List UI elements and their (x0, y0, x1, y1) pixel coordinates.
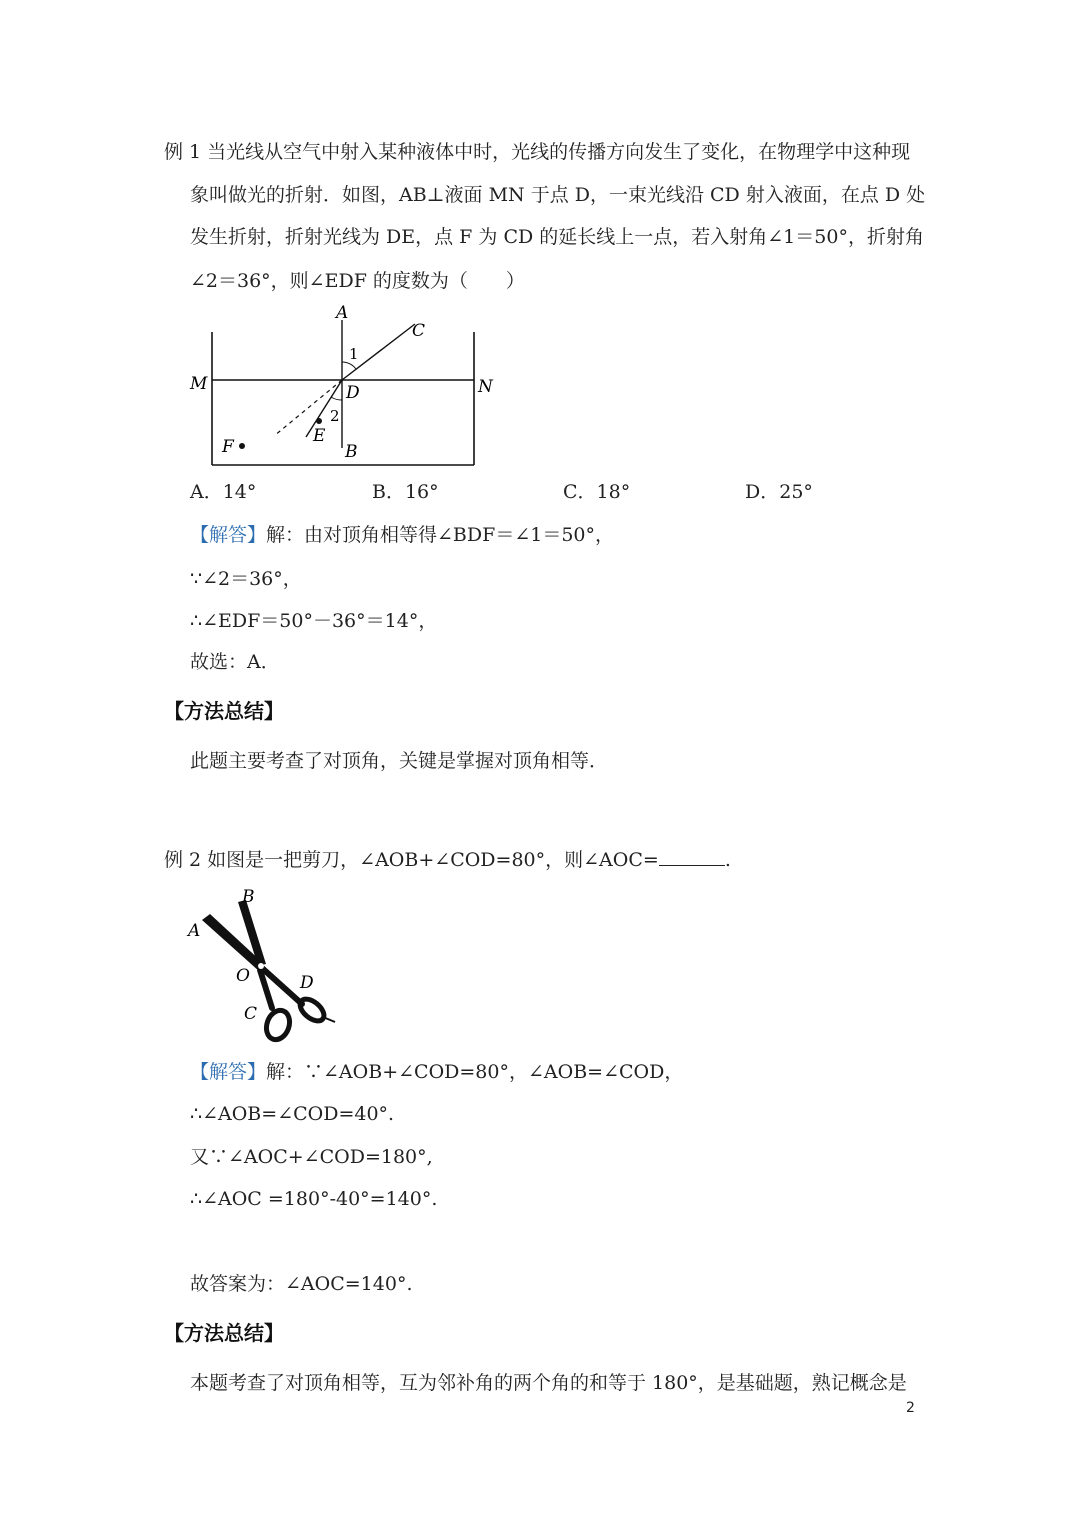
ex1-question-line-3: 发生折射，折射光线为 DE，点 F 为 CD 的延长线上一点，若入射角∠1＝50°，折射角 (190, 226, 924, 248)
label-D: D (300, 973, 314, 993)
ex2-question-prefix: 例 2 如图是一把剪刀，∠AOB+∠COD=80°，则∠AOC= (164, 849, 659, 871)
answer-blank (659, 847, 725, 866)
ex1-answer-line-2: ∵∠2＝36°， (190, 568, 302, 590)
ex2-method-heading: 【方法总结】 (164, 1321, 284, 1345)
ex2-answer-line-2: ∴∠AOB=∠COD=40°. (190, 1103, 395, 1125)
scissors-figure (180, 880, 350, 1050)
ex1-answer-line-4: 故选：A． (190, 651, 280, 673)
ex1-option-a: A．14° (190, 481, 257, 503)
ex1-option-c: C．18° (563, 481, 631, 503)
ex2-answer-text: 解：∵∠AOB+∠COD=80°，∠AOB=∠COD， (266, 1061, 684, 1083)
refraction-figure (180, 300, 500, 475)
ex1-answer-tag: 【解答】 (190, 524, 267, 546)
label-E: E (313, 426, 326, 446)
label-A: A (188, 921, 201, 941)
ex1-answer-line-3: ∴∠EDF＝50°－36°＝14°， (190, 610, 438, 632)
ex1-method-text: 此题主要考查了对顶角，关键是掌握对顶角相等． (190, 750, 609, 772)
ex1-question-line-4: ∠2＝36°，则∠EDF 的度数为（ ） (190, 270, 525, 292)
ex1-option-b: B．16° (372, 481, 439, 503)
page-number: 2 (906, 1400, 915, 1416)
ex2-answer-line-4: ∴∠AOC =180°-40°=140°. (190, 1188, 438, 1210)
ex1-option-d: D．25° (745, 481, 813, 503)
ex2-method-text: 本题考查了对顶角相等，互为邻补角的两个角的和等于 180°，是基础题，熟记概念是 (190, 1372, 907, 1394)
ex1-question-line-2: 象叫做光的折射．如图，AB⊥液面 MN 于点 D，一束光线沿 CD 射入液面，在点 D 处 (190, 184, 926, 206)
ex2-question-suffix: . (724, 849, 731, 871)
label-C: C (244, 1004, 258, 1024)
label-M: M (190, 374, 208, 394)
ex1-answer-text: 解：由对顶角相等得∠BDF＝∠1＝50°， (266, 524, 615, 546)
ex1-answer-line-1 (190, 521, 614, 549)
label-B: B (242, 887, 255, 907)
label-D: D (346, 383, 360, 403)
label-O: O (236, 966, 250, 986)
ex2-answer-line-1 (190, 1058, 683, 1086)
ex2-answer-line-3: 又∵∠AOC+∠COD=180°, (190, 1146, 433, 1168)
ex2-answer-tag: 【解答】 (190, 1061, 267, 1083)
label-angle-1: 1 (349, 345, 359, 363)
ex1-question-line-1: 例 1 当光线从空气中射入某种液体中时，光线的传播方向发生了变化，在物理学中这种现 (164, 141, 911, 163)
ex2-question (164, 846, 731, 874)
label-C: C (412, 321, 426, 341)
label-angle-2: 2 (330, 407, 340, 425)
label-A: A (336, 303, 349, 323)
label-B: B (345, 442, 358, 462)
label-N: N (478, 377, 493, 397)
ex2-answer-line-5: 故答案为：∠AOC=140°. (190, 1273, 413, 1295)
ex1-method-heading: 【方法总结】 (164, 699, 284, 723)
label-F: F (222, 437, 234, 457)
